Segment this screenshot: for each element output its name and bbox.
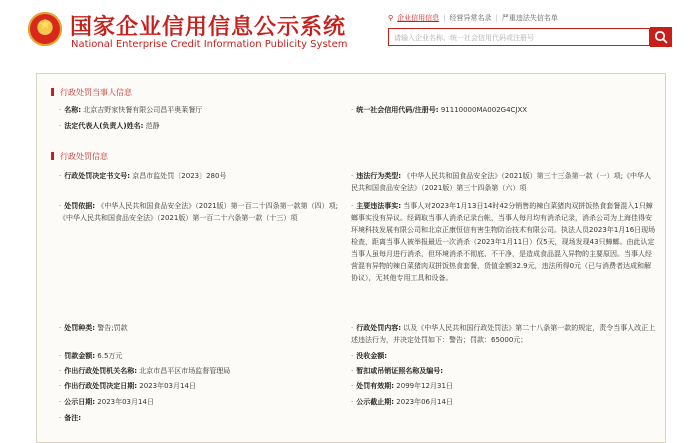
- decision-number-row: · 行政处罚决定书文号: 京昌市监处罚〔2023〕280号: [59, 172, 227, 180]
- field-label: 暂扣或吊销证照名称及编号:: [356, 367, 444, 375]
- field-label: 行政处罚内容:: [356, 324, 402, 332]
- violation-type: 《中华人民共和国食品安全法》（2021版）第三十三条第一款（一）项;《中华人民共和国食品安全法》（2021版）第三十四条第（六）项: [351, 172, 651, 192]
- penalty-basis: 《中华人民共和国食品安全法》（2021版）第一百二十四条第一款第（四）项;《中华人民共和国食品安全法》（2021版）第一百二十六条第一款（十三）项: [59, 202, 338, 222]
- publish-date: 2023年03月14日: [97, 398, 154, 406]
- link-enterprise-credit[interactable]: 企业信用信息: [397, 14, 440, 22]
- site-title[interactable]: 国家企业信用信息公示系统: [70, 15, 347, 40]
- penalty-content-row: · 行政处罚内容: 以及《中华人民共和国行政处罚法》第二十八条第一款的规定，责令当事人改正上述违法行为，并决定处罚如下：警告；罚款：65000元；: [351, 324, 656, 344]
- field-label: 没收金额:: [356, 352, 388, 360]
- fine-amount: 6.5万元: [97, 352, 123, 360]
- site-header: [0, 0, 694, 62]
- field-label: 备注:: [64, 414, 82, 422]
- field-label: 处罚种类:: [64, 324, 96, 332]
- legal-rep: 范静: [145, 122, 160, 130]
- field-label: 作出行政处罚机关名称:: [64, 367, 138, 375]
- field-label: 行政处罚决定书文号:: [64, 172, 131, 180]
- field-label: 作出行政处罚决定日期:: [64, 382, 138, 390]
- section-marker: [51, 152, 54, 160]
- field-label: 公示日期:: [64, 398, 96, 406]
- section-title-party: [51, 87, 132, 98]
- validity-row: · 处罚有效期: 2099年12月31日: [351, 382, 453, 390]
- search-icon: [654, 30, 668, 44]
- authority-name: 北京市昌平区市场监督管理局: [139, 367, 231, 375]
- credit-code: 91110000MA002G4CJXX: [440, 106, 528, 114]
- publish-end-date: 2023年06月14日: [396, 398, 453, 406]
- section-marker: [51, 88, 54, 96]
- fine-amount-row: · 罚款金额: 6.5万元: [59, 352, 123, 360]
- violation-facts: 当事人对2023年1月13日14时42分销售的辣白菜猪肉双拼饭热食套餐混入1只蟑螂事实没有异议。经调取当事人消杀记录台帐，当事人每月均有消杀记录，消杀公司为上海佳得安环境科技发展有限公司和北京正康恒信有害生物防治技术有限公司。执法人员2023年1月16日现场检查，距离当事人被举报最近一次消杀（2023年1月11日）仅5天，现场发现43只蟑螂。由此认定当事人虽每月进行消杀，但环境消杀不彻底、不干净，是造成食品混入异物的主要原因。当事人经营混有异物的辣白菜猪肉双拼饭热食套餐，货值金额32.9元，违法所得0元（已与消费者达成和解协议），无其他专用工具和设备。: [351, 202, 656, 282]
- remark-row: · 备注:: [59, 414, 82, 422]
- penalty-kind: 警告;罚款: [97, 324, 128, 332]
- violation-facts-row: · 主要违法事实: 当事人对2023年1月13日14时42分销售的辣白菜猪肉双拼饭热食套餐混入1只蟑螂事实没有异议。经调取当事人消杀记录台帐，当事人每月均有消杀记录，消杀公司为上海佳得安环境科技发展有限公司和北京正康恒信有害生物防治技术有限公司。执法人员2023年1月16日现场检查，距离当事人被举报最近一次消杀（2023年1月11日）仅5天，现场发现43只蟑螂。由此认定当事人虽每月进行消杀，但环境消杀不彻底、不干净，是造成食品混入异物的主要原因。当事人经营混有异物的辣白菜猪肉双拼饭热食套餐，货值金额32.9元，违法所得0元（已与消费者达成和解协议），无其他专用工具和设备。: [351, 202, 656, 282]
- violation-type-row: · 违法行为类型: 《中华人民共和国食品安全法》（2021版）第三十三条第一款（一）项;《中华人民共和国食品安全法》（2021版）第三十四条第（六）项: [351, 172, 651, 192]
- search-category-links: [388, 13, 558, 23]
- search-icon: ⚲: [388, 14, 394, 22]
- field-label: 处罚依据:: [64, 202, 96, 210]
- section-title-text: 行政处罚当事人信息: [60, 88, 132, 97]
- penalty-basis-row: · 处罚依据: 《中华人民共和国食品安全法》（2021版）第一百二十四条第一款第（四）项;《中华人民共和国食品安全法》（2021版）第一百二十六条第一款（十三）项: [59, 202, 338, 222]
- penalty-kind-row: · 处罚种类: 警告;罚款: [59, 324, 128, 332]
- legal-rep-row: · 法定代表人(负责人)姓名: 范静: [59, 122, 160, 130]
- field-label: 罚款金额:: [64, 352, 96, 360]
- party-name-row: · 名称: 北京吉野家快餐有限公司昌平奥莱餐厅: [59, 106, 203, 114]
- field-label: 处罚有效期:: [356, 382, 395, 390]
- license-row: · 暂扣或吊销证照名称及编号:: [351, 367, 444, 375]
- link-serious-violation-list[interactable]: 严重违法失信名单: [501, 14, 558, 22]
- field-label: 主要违法事实:: [356, 202, 402, 210]
- authority-row: · 作出行政处罚机关名称: 北京市昌平区市场监督管理局: [59, 367, 231, 375]
- section-title-penalty: [51, 151, 108, 162]
- decision-date: 2023年03月14日: [139, 382, 196, 390]
- divider: |: [495, 14, 498, 22]
- credit-code-row: · 统一社会信用代码/注册号: 91110000MA002G4CJXX: [351, 106, 528, 114]
- penalty-content: 以及《中华人民共和国行政处罚法》第二十八条第一款的规定，责令当事人改正上述违法行为，并决定处罚如下：警告；罚款：65000元；: [351, 324, 656, 344]
- validity-date: 2099年12月31日: [396, 382, 453, 390]
- divider: |: [443, 14, 446, 22]
- field-label: 违法行为类型:: [356, 172, 402, 180]
- search-button[interactable]: [650, 27, 672, 47]
- field-label: 公示截止期:: [356, 398, 395, 406]
- publish-date-row: · 公示日期: 2023年03月14日: [59, 398, 154, 406]
- section-title-text: 行政处罚信息: [60, 152, 108, 161]
- decision-date-row: · 作出行政处罚决定日期: 2023年03月14日: [59, 382, 196, 390]
- confiscation-row: · 没收金额:: [351, 352, 388, 360]
- decision-number: 京昌市监处罚〔2023〕280号: [132, 172, 227, 180]
- site-subtitle: National Enterprise Credit Information Publicity System: [71, 39, 348, 50]
- field-label: 法定代表人(负责人)姓名:: [64, 122, 144, 130]
- party-name: 北京吉野家快餐有限公司昌平奥莱餐厅: [83, 106, 203, 114]
- link-abnormal-list[interactable]: 经营异常名录: [449, 14, 492, 22]
- field-label: 统一社会信用代码/注册号:: [356, 106, 439, 114]
- national-emblem-icon: [28, 12, 62, 46]
- field-label: 名称:: [64, 106, 82, 114]
- search-input[interactable]: 请输入企业名称、统一社会信用代码或注册号: [388, 28, 650, 46]
- penalty-detail-panel: [36, 73, 666, 443]
- publish-end-row: · 公示截止期: 2023年06月14日: [351, 398, 453, 406]
